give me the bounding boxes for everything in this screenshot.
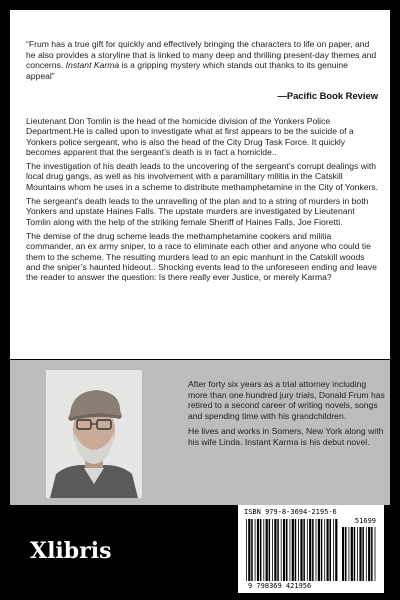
review-quote-part1: “Frum has a true gift for quickly and effectively bringing the characters to life on paper, and he also provides a storyline that is linked to many deep and thrilling present-day themes and concerns.: [26, 39, 377, 71]
barcode-number: 9 798369 421956: [248, 582, 312, 590]
synopsis-paragraph: The investigation of his death leads to the uncovering of the sergeant’s corrupt dealings with local drug gangs, as well as his involvement with a paramilitary militia in the Catskill Mountains whom he uses in a scheme to distribute methamphetamine in the City of Yonkers.: [26, 161, 379, 192]
isbn-barcode: [238, 505, 384, 593]
text-panel: [10, 10, 390, 359]
price-code: 51699: [354, 517, 376, 525]
synopsis: [26, 116, 380, 286]
review-source: —Pacific Book Review: [277, 90, 378, 101]
author-bio-panel: [10, 360, 390, 505]
review-quote: [26, 39, 378, 81]
publisher-logo: Xlibris: [30, 538, 112, 564]
author-portrait-image: [46, 370, 142, 498]
synopsis-paragraph: The demise of the drug scheme leads the methamphetamine cookers and militia commander, an ex army sniper, to a race to eliminate each other and anyone who could tie them to the scheme. The resulting murders lead to an epic manhunt in the Catskill woods and the sniper’s haunted hideout.. Shocking events lead to the unforeseen ending and leave the reader to answer the question: Is there really ever Justice, or merely Karma?: [26, 230, 377, 283]
author-bio-paragraph: He lives and works in Somers, New York along with his wife Linda. Instant Karma is his debut novel.: [188, 426, 384, 447]
author-bio-paragraph: After forty six years as a trial attorney including more than one hundred jury trials, Donald Frum has retired to a second career of writing novels, songs and spending time with his grandchildren.: [188, 379, 385, 421]
synopsis-paragraph: The sergeant’s death leads to the unravelling of the plan and to a string of murders in both Yonkers and upstate Haines Falls. The upstate murders are investigated by Lieutenant Tomlin along with the help of the striking female Sheriff of Haines Falls, Joe Fioretti.: [26, 196, 369, 227]
author-photo: [46, 370, 142, 498]
synopsis-paragraph: Lieutenant Don Tomlin is the head of the homicide division of the Yonkers Police Department.He is called upon to investigate what at first appears to be the suicide of a Yonkers police sergeant, who is also the head of the City Drug Task Force. It quickly becomes apparent that the sergeant’s death is in fact a homicide..: [26, 116, 354, 157]
isbn-label: ISBN 979-8-3694-2195-6: [244, 508, 337, 516]
review-quote-part2: is a gripping mystery which stands out thanks to its genuine appeal”: [26, 60, 348, 81]
author-bio: [188, 379, 386, 452]
review-quote-title: Instant Karma: [65, 60, 120, 71]
publisher-bar: [0, 505, 400, 600]
